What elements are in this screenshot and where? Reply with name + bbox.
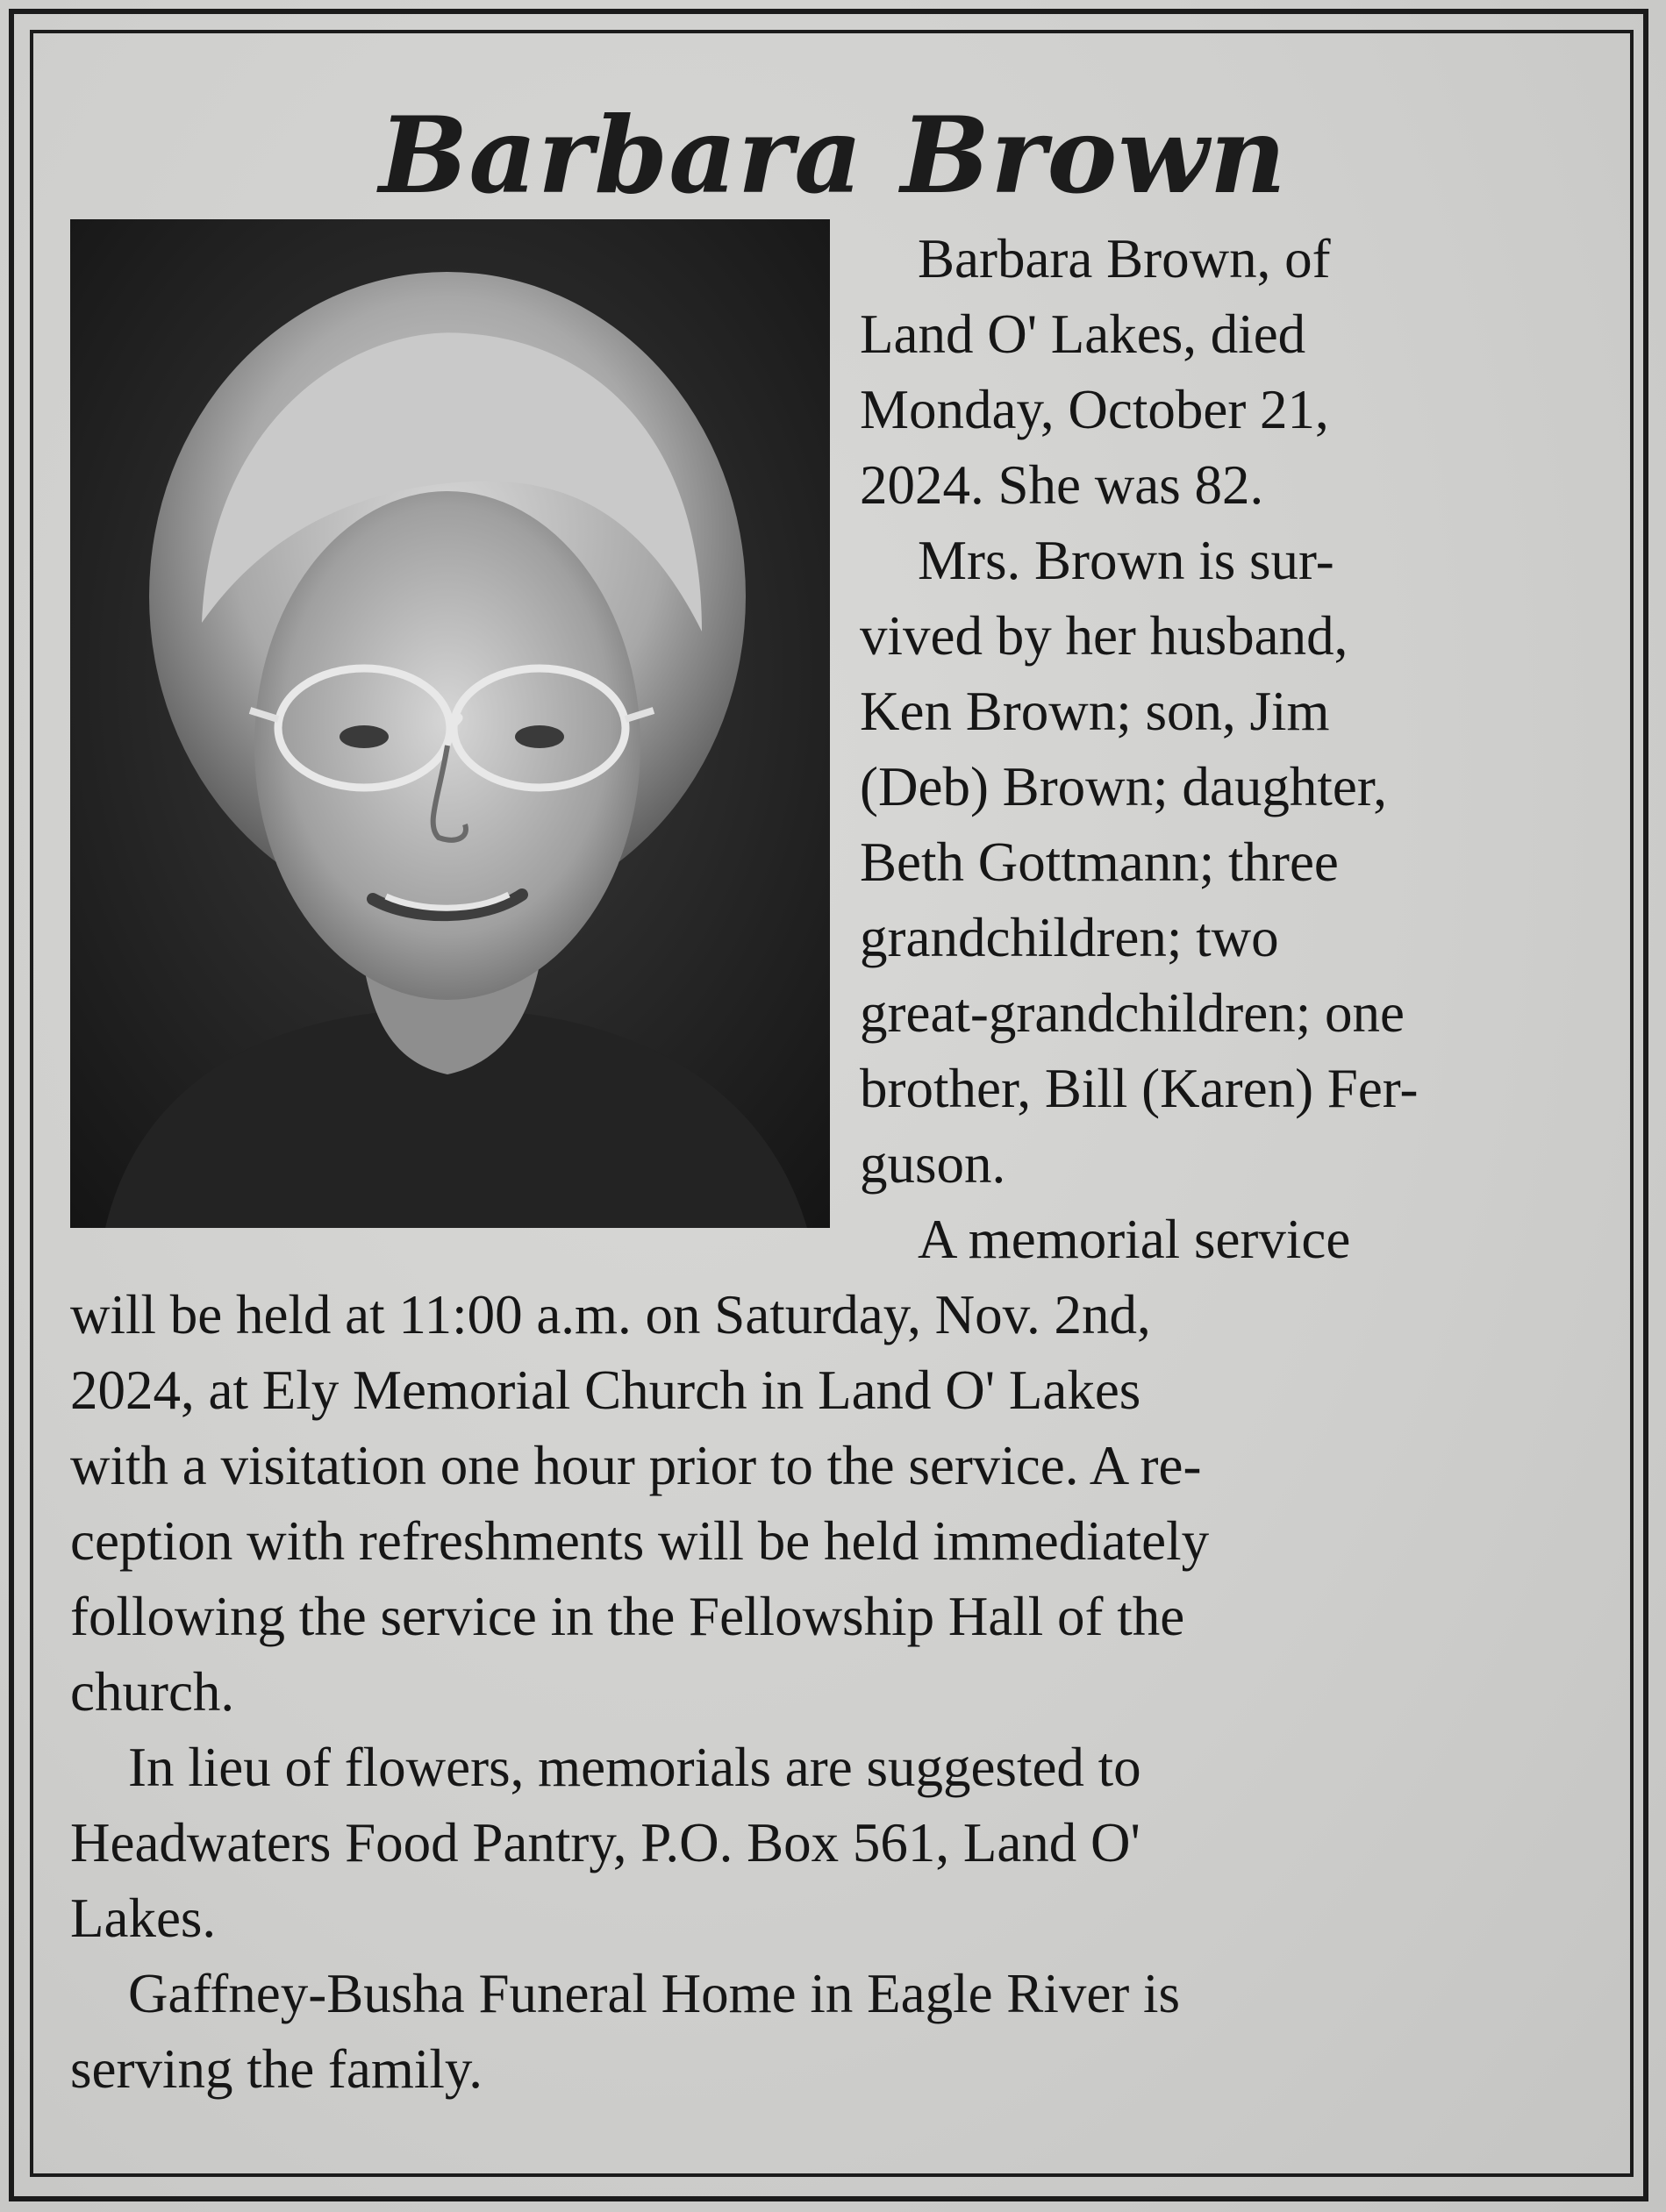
text-line: grandchildren; two — [860, 907, 1279, 968]
text-line: 2024, at Ely Memorial Church in Land O' Lakes — [70, 1359, 1141, 1421]
text-line: Mrs. Brown is sur- — [918, 530, 1334, 591]
text-line: In lieu of flowers, memorials are suggested to — [128, 1737, 1141, 1798]
text-line: with a visitation one hour prior to the service. A re- — [70, 1435, 1202, 1496]
text-line: brother, Bill (Karen) Fer- — [860, 1058, 1419, 1119]
text-line: Ken Brown; son, Jim — [860, 681, 1330, 742]
obituary-intro — [860, 221, 1579, 1277]
text-line: Gaffney-Busha Funeral Home in Eagle River is — [128, 1963, 1181, 2024]
text-line: serving the family. — [70, 2038, 483, 2100]
text-line: will be held at 11:00 a.m. on Saturday, Nov. 2nd, — [70, 1284, 1151, 1345]
portrait-photo — [70, 219, 830, 1228]
text-line: Lakes. — [70, 1887, 217, 1949]
text-line: Beth Gottmann; three — [860, 831, 1339, 893]
text-line: Barbara Brown, of — [918, 228, 1331, 289]
text-line: vived by her husband, — [860, 605, 1348, 667]
text-line: A memorial service — [918, 1209, 1351, 1270]
text-line: 2024. She was 82. — [860, 454, 1264, 516]
obituary-title: Barbara Brown — [378, 94, 1288, 218]
text-line: following the service in the Fellowship Hall of the — [70, 1586, 1185, 1647]
portrait-illustration — [70, 219, 830, 1228]
text-line: ception with refreshments will be held immediately — [70, 1510, 1210, 1572]
obituary-service-details — [70, 1277, 1601, 2107]
text-line: guson. — [860, 1133, 1006, 1195]
text-line: Land O' Lakes, died — [860, 303, 1306, 365]
text-line: great-grandchildren; one — [860, 982, 1405, 1044]
text-line: Headwaters Food Pantry, P.O. Box 561, Land O' — [70, 1812, 1140, 1873]
text-line: church. — [70, 1661, 235, 1723]
text-line: Monday, October 21, — [860, 379, 1329, 440]
text-line: (Deb) Brown; daughter, — [860, 756, 1388, 817]
